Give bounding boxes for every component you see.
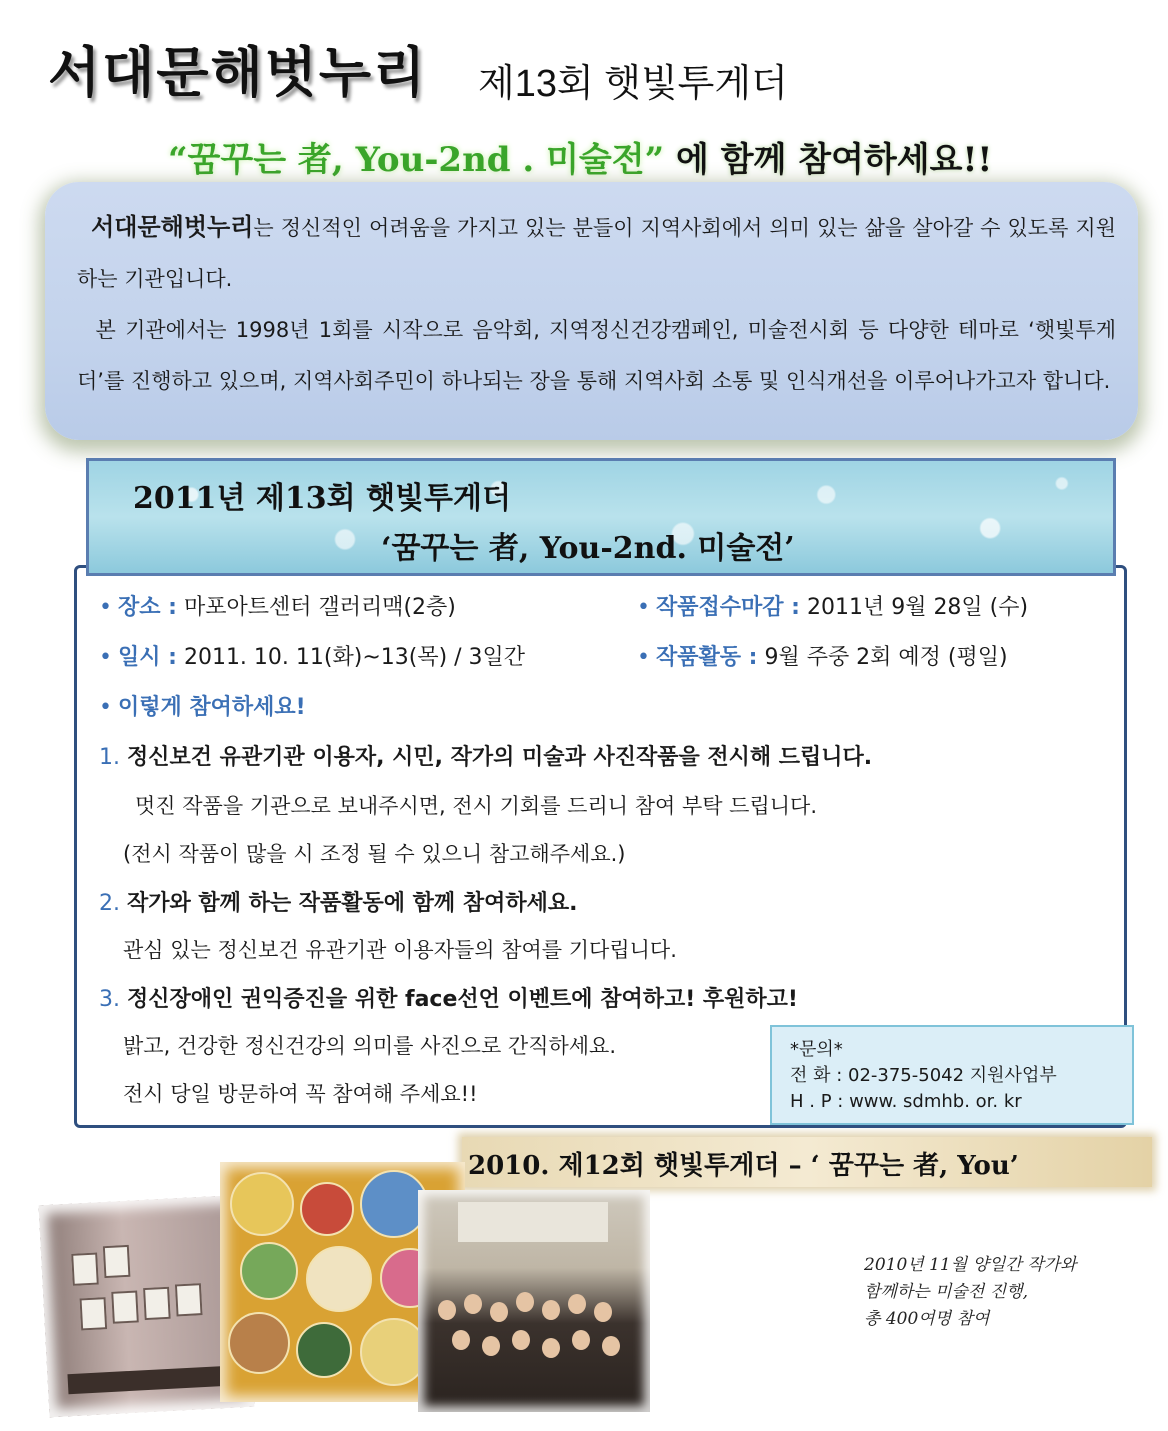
deadline-info: [637, 590, 1028, 621]
banner-line-1: 2011년 제13회 햇빛투게더: [133, 481, 511, 516]
bullet-icon: •: [99, 595, 112, 620]
intro-paragraph-2: [77, 305, 1116, 407]
step-title: 작가와 함께 하는 작품활동에 함께 참여하세요.: [127, 891, 578, 916]
contact-box: [770, 1025, 1134, 1125]
step-3-line-1: 밝고, 건강한 정신건강의 의미를 사진으로 간직하세요.: [123, 1034, 617, 1058]
step-number: 1.: [99, 745, 120, 770]
step-2-line-1: 관심 있는 정신보건 유관기관 이용자들의 참여를 기다립니다.: [123, 938, 677, 962]
activity-value: 9월 주중 2회 예정 (평일): [757, 645, 1008, 670]
activity-label: 작품활동 :: [655, 645, 758, 670]
step-2: [99, 886, 577, 917]
caption-line: 2010년 11월 양일간 작가와: [864, 1255, 1077, 1275]
intro-text-1: 는 정신적인 어려움을 가지고 있는 분들이 지역사회에서 의미 있는 삶을 살아갈 수 있도록 지원하는 기관입니다.: [77, 216, 1116, 291]
date-info: [99, 640, 525, 671]
step-3-line-2: 전시 당일 방문하여 꼭 참여해 주세요!!: [123, 1082, 478, 1106]
slogan: [168, 132, 992, 181]
contact-homepage: H . P : www. sdmhb. or. kr: [790, 1091, 1022, 1112]
place-label: 장소 :: [117, 595, 177, 620]
slogan-quoted: “꿈꾸는 者, You-2nd . 미술전”: [168, 140, 665, 180]
intro-paragraph-1: [77, 202, 1116, 305]
step-1: [99, 740, 872, 771]
past-event-banner: [462, 1137, 1152, 1187]
slogan-rest: 에 함께 참여하세요!!: [664, 140, 993, 180]
org-title: 서대문해벗누리: [48, 40, 428, 104]
past-event-label: 2010. 제12회 햇빛투게더 – ‘ 꿈꾸는 者, You’: [468, 1151, 1019, 1181]
step-3: [99, 982, 798, 1013]
step-1-line-2: (전시 작품이 많을 시 조정 될 수 있으니 참고해주세요.): [123, 842, 626, 866]
step-number: 3.: [99, 987, 120, 1012]
deadline-value: 2011년 9월 28일 (수): [799, 595, 1029, 620]
place-info: [99, 590, 456, 621]
intro-box: [45, 182, 1138, 440]
howto-heading: [99, 690, 306, 721]
contact-phone: 전 화 : 02-375-5042 지원사업부: [790, 1065, 1057, 1086]
intro-org-name: 서대문해벗누리: [91, 213, 254, 241]
caption-line: 함께하는 미술전 진행,: [864, 1282, 1029, 1302]
place-value: 마포아트센터 갤러리맥(2층): [176, 595, 456, 620]
bullet-icon: •: [99, 695, 112, 720]
bullet-icon: •: [637, 645, 650, 670]
howto-label: 이렇게 참여하세요!: [117, 695, 306, 720]
activity-info: [637, 640, 1008, 671]
bullet-icon: •: [637, 595, 650, 620]
contact-title: *문의*: [790, 1039, 843, 1060]
group-photo: [418, 1190, 650, 1412]
banner-line-2: ‘꿈꾸는 者, You-2nd. 미술전’: [381, 531, 795, 566]
intro-text-2: 본 기관에서는 1998년 1회를 시작으로 음악회, 지역정신건강캠페인, 미술전시회 등 다양한 테마로 ‘햇빛투게더’를 진행하고 있으며, 지역사회주민이 하나되는 장을 통해 지역사회 소통 및 인식개선을 이루어나가고자 합니다.: [77, 318, 1116, 393]
step-title: 정신장애인 권익증진을 위한 face선언 이벤트에 참여하고! 후원하고!: [127, 987, 798, 1012]
photo-caption: [864, 1252, 1076, 1333]
bullet-icon: •: [99, 645, 112, 670]
date-value: 2011. 10. 11(화)~13(목) / 3일간: [176, 645, 526, 670]
step-number: 2.: [99, 891, 120, 916]
date-label: 일시 :: [117, 645, 177, 670]
event-banner: [86, 458, 1116, 576]
event-title: 제13회 햇빛투게더: [478, 63, 788, 105]
caption-line: 총 400여명 참여: [864, 1309, 990, 1329]
deadline-label: 작품접수마감 :: [655, 595, 800, 620]
step-1-line-1: 멋진 작품을 기관으로 보내주시면, 전시 기회를 드리니 참여 부탁 드립니다.: [135, 794, 818, 818]
step-title: 정신보건 유관기관 이용자, 시민, 작가의 미술과 사진작품을 전시해 드립니다.: [127, 745, 873, 770]
